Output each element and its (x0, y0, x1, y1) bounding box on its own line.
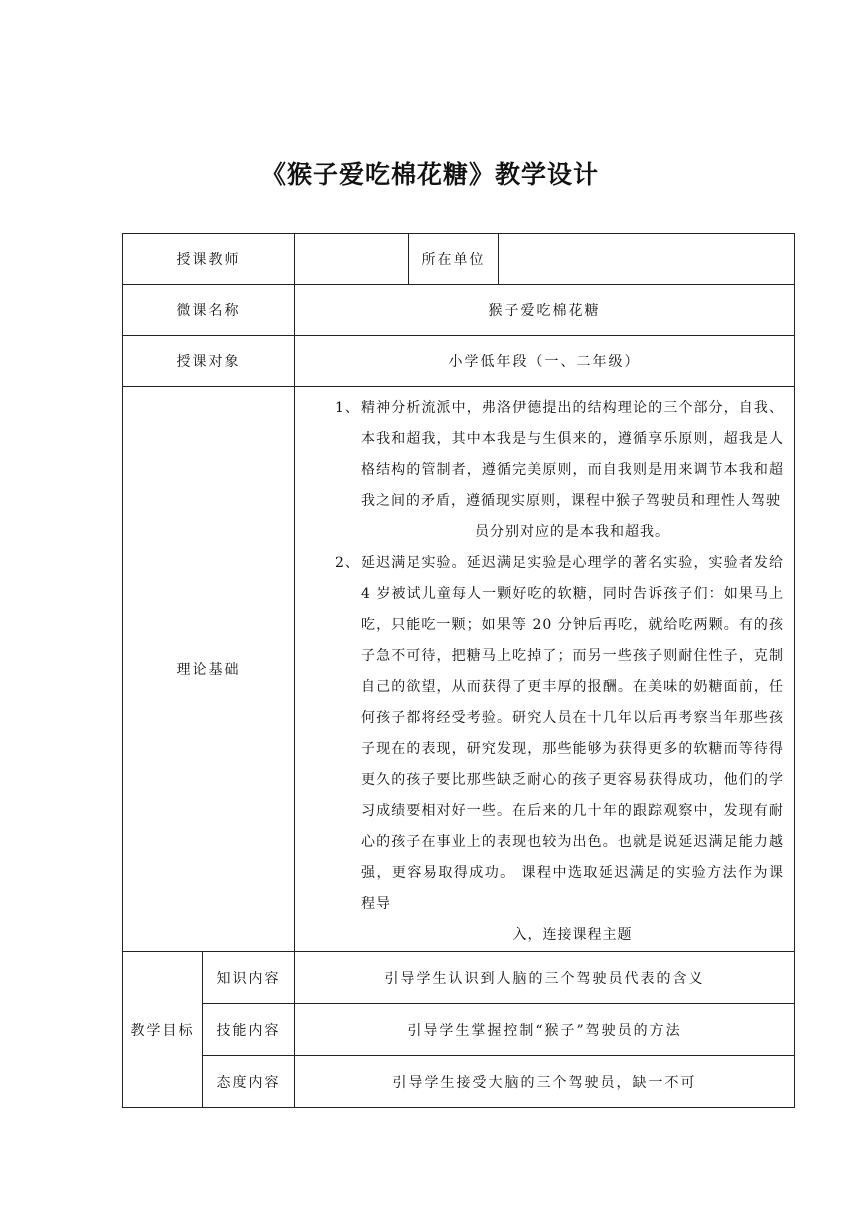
course-name-label: 微课名称 (123, 285, 295, 336)
audience-value: 小学低年段（一、二年级） (295, 336, 795, 387)
goals-label: 教学目标 (123, 952, 203, 1108)
theory-item (305, 548, 784, 951)
goal-label: 态度内容 (203, 1056, 295, 1108)
goal-row-knowledge (123, 952, 795, 1004)
theory-row (123, 387, 795, 952)
course-name-row (123, 285, 795, 336)
theory-item-tail: 员分别对应的是本我和超我。 (475, 524, 670, 540)
teacher-value[interactable] (295, 234, 409, 285)
goal-label: 技能内容 (203, 1004, 295, 1056)
goal-value: 引导学生认识到人脑的三个驾驶员代表的含义 (295, 952, 795, 1004)
theory-item (305, 393, 784, 548)
unit-label: 所在单位 (409, 234, 499, 285)
theory-item-tail: 入，连接课程主题 (512, 927, 633, 943)
theory-item-text: 延迟满足实验。延迟满足实验是心理学的著名实验，实验者发给 4 岁被试儿童每人一颗好吃的软糖，同时告诉孩子们：如果马上吃，只能吃一颗；如果等 20 分钟后再吃，就给吃两颗。有的孩子急不可待，把糖马上吃掉了；而另一些孩子则耐住性子，克制自己的欲望，从而获得了更丰厚的报酬。在美味的奶糖面前，任何孩子都将经受考验。研究人员在十几年以后再考察当年那些孩子现在的表现，研究发现，那些能够为获得更多的软糖而等待得更久的孩子要比那些缺乏耐心的孩子更容易获得成功，他们的学习成绩要相对好一些。在后来的几十年的跟踪观察中，发现有耐心的孩子在事业上的表现也较为出色。也就是说延迟满足能力越强，更容易取得成功。 课程中选取延迟满足的实验方法作为课程导 (361, 555, 784, 912)
lesson-design-table (122, 233, 795, 1108)
goal-value: 引导学生掌握控制“猴子”驾驶员的方法 (295, 1004, 795, 1056)
theory-item-text: 精神分析流派中，弗洛伊德提出的结构理论的三个部分，自我、本我和超我，其中本我是与生俱来的，遵循享乐原则，超我是人格结构的管制者，遵循完美原则，而自我则是用来调节本我和超我之间的矛盾，遵循现实原则，课程中猴子驾驶员和理性人驾驶 (361, 400, 784, 509)
course-name-value: 猴子爱吃棉花糖 (295, 285, 795, 336)
goal-label: 知识内容 (203, 952, 295, 1004)
audience-label: 授课对象 (123, 336, 295, 387)
goal-row-attitude (123, 1056, 795, 1108)
goal-row-skill (123, 1004, 795, 1056)
theory-label: 理论基础 (123, 387, 295, 952)
theory-content (295, 387, 795, 952)
theory-item-number: 1、 (335, 400, 360, 416)
theory-item-number: 2、 (335, 555, 360, 571)
audience-row (123, 336, 795, 387)
unit-value[interactable] (499, 234, 795, 285)
goal-value: 引导学生接受大脑的三个驾驶员，缺一不可 (295, 1056, 795, 1108)
page-title: 《猴子爱吃棉花糖》教学设计 (260, 160, 599, 189)
teacher-row (123, 234, 795, 285)
teacher-label: 授课教师 (123, 234, 295, 285)
